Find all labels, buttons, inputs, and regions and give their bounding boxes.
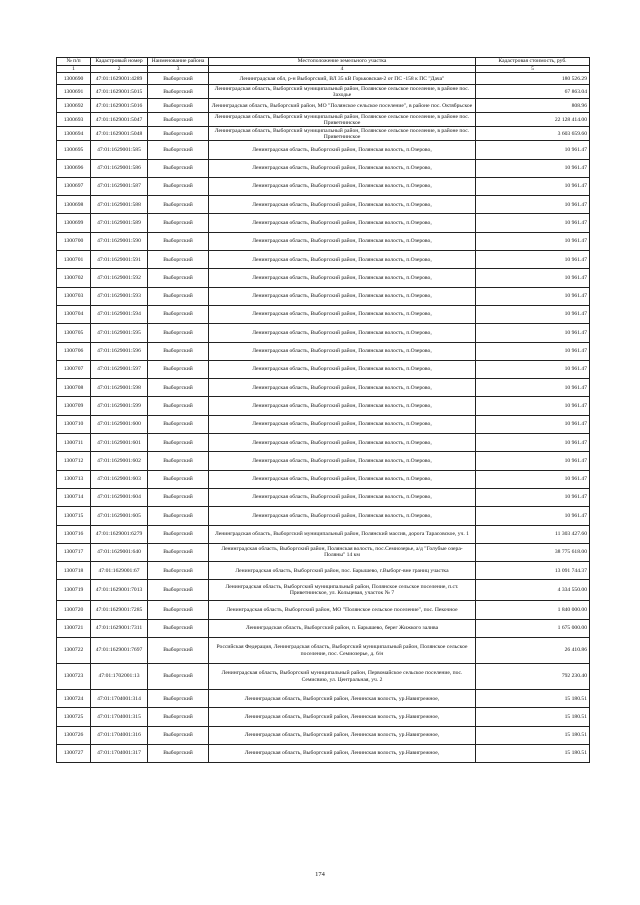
- row-number: 1300711: [57, 434, 91, 452]
- district-name: Выборгский: [148, 324, 209, 342]
- land-location: Ленинградская область, Выборгский район, п. Барышево, берег Жижкого залива: [209, 619, 476, 637]
- row-number: 1300709: [57, 397, 91, 415]
- cadastral-value: 10 961.47: [476, 379, 590, 397]
- cadastral-value: 10 961.47: [476, 159, 590, 177]
- cadastral-value: 10 961.47: [476, 269, 590, 287]
- land-location: Ленинградская область, Выборгский район, МО "Полянское сельское поселение", в районе пос. Октябрьское: [209, 99, 476, 113]
- land-location: Ленинградская обл, р-н Выборгский, ВЛ 35 кВ Горьковская-2 от ПС -158 к ПС "Дача": [209, 73, 476, 85]
- district-name: Выборгский: [148, 141, 209, 159]
- row-number: 1300698: [57, 196, 91, 214]
- land-location: Ленинградская область, Выборгский муниципальный район, Первомайское сельское поселение, пос. Семисвию, ул. Центральная, уч. 2: [209, 664, 476, 690]
- header-number: № п/п: [57, 58, 91, 66]
- district-name: Выборгский: [148, 196, 209, 214]
- district-name: Выборгский: [148, 664, 209, 690]
- cadastral-number: 47:01:1629001:5048: [91, 127, 148, 141]
- table-row: [57, 99, 590, 113]
- land-location: Ленинградская область, Выборгский район, Полянская волость, п.Озерово,: [209, 141, 476, 159]
- cadastral-number: 47:01:1629001:586: [91, 159, 148, 177]
- table-row: [57, 601, 590, 619]
- cadastral-value: 38 775 618.00: [476, 543, 590, 561]
- cadastral-value: 10 961.47: [476, 488, 590, 506]
- cadastral-number: 47:01:1704001:314: [91, 690, 148, 708]
- land-location: Ленинградская область, Выборгский район, Полянская волость, п.Озерово,: [209, 324, 476, 342]
- cadastral-value: 808.96: [476, 99, 590, 113]
- header-cadastral-number: Кадастровый номер: [91, 58, 148, 66]
- row-number: 1300717: [57, 543, 91, 561]
- row-number: 1300712: [57, 452, 91, 470]
- district-name: Выборгский: [148, 708, 209, 726]
- cadastral-number: 47:01:1629001:600: [91, 415, 148, 433]
- index-2: 2: [91, 66, 148, 73]
- cadastral-value: 11 303 427.60: [476, 525, 590, 543]
- cadastral-value: 4 334 550.00: [476, 580, 590, 601]
- land-location: Ленинградская область, Выборгский район, Полянская волость, п.Озерово,: [209, 251, 476, 269]
- table-row: [57, 507, 590, 525]
- cadastral-number: 47:01:1702001:13: [91, 664, 148, 690]
- district-name: Выборгский: [148, 269, 209, 287]
- table-row: [57, 141, 590, 159]
- land-location: Ленинградская область, Выборгский район, пос. Барышево, г.Выборг-вне границ участка: [209, 562, 476, 580]
- table-row: [57, 708, 590, 726]
- district-name: Выборгский: [148, 342, 209, 360]
- land-location: Ленинградская область, Выборгский район, Полянская волость, п.Озерово,: [209, 415, 476, 433]
- cadastral-value: 10 961.47: [476, 196, 590, 214]
- cadastral-number: 47:01:1629001:585: [91, 141, 148, 159]
- district-name: Выборгский: [148, 580, 209, 601]
- table-row: [57, 196, 590, 214]
- table-row: [57, 251, 590, 269]
- row-number: 1300695: [57, 141, 91, 159]
- row-number: 1300704: [57, 305, 91, 323]
- cadastral-value: 10 961.47: [476, 287, 590, 305]
- cadastral-value-table: [56, 57, 590, 763]
- cadastral-number: 47:01:1629001:640: [91, 543, 148, 561]
- row-number: 1300719: [57, 580, 91, 601]
- page-number: 174: [315, 871, 325, 878]
- index-5: 5: [476, 66, 590, 73]
- cadastral-number: 47:01:1629001:599: [91, 397, 148, 415]
- land-location: Ленинградская область, Выборгский район, Полянская волость, п.Озерово,: [209, 159, 476, 177]
- district-name: Выборгский: [148, 507, 209, 525]
- row-number: 1300715: [57, 507, 91, 525]
- row-number: 1300697: [57, 177, 91, 195]
- table-row: [57, 488, 590, 506]
- land-location: Ленинградская область, Выборгский район, Ленинская волость, ур.Навигрежное,: [209, 690, 476, 708]
- district-name: Выборгский: [148, 434, 209, 452]
- district-name: Выборгский: [148, 415, 209, 433]
- land-location: Ленинградская область, Выборгский район, Ленинская волость, ур.Навигрежное,: [209, 726, 476, 744]
- header-cadastral-value: Кадастровая стоимость, руб.: [476, 58, 590, 66]
- district-name: Выборгский: [148, 619, 209, 637]
- cadastral-value: 15 180.51: [476, 690, 590, 708]
- land-location: Ленинградская область, Выборгский район, Полянская волость, п.Озерово,: [209, 214, 476, 232]
- cadastral-number: 47:01:1629001:593: [91, 287, 148, 305]
- cadastral-value: 3 603 659.60: [476, 127, 590, 141]
- cadastral-number: 47:01:1704001:317: [91, 744, 148, 762]
- district-name: Выборгский: [148, 232, 209, 250]
- header-location: Местоположение земельного участка: [209, 58, 476, 66]
- cadastral-value: 10 961.47: [476, 232, 590, 250]
- row-number: 1300714: [57, 488, 91, 506]
- land-location: Ленинградская область, Выборгский муниципальный район, Полянское сельское поселение, в районе пос. Приветнинское: [209, 127, 476, 141]
- table-row: [57, 342, 590, 360]
- table-row: [57, 726, 590, 744]
- land-location: Ленинградская область, Выборгский район, Полянская волость, п.Озерово,: [209, 434, 476, 452]
- cadastral-value: 10 961.47: [476, 342, 590, 360]
- table-row: [57, 159, 590, 177]
- cadastral-number: 47:01:1704001:315: [91, 708, 148, 726]
- district-name: Выборгский: [148, 525, 209, 543]
- cadastral-number: 47:01:1629001:587: [91, 177, 148, 195]
- cadastral-value: 1 675 000.00: [476, 619, 590, 637]
- district-name: Выборгский: [148, 690, 209, 708]
- row-number: 1300692: [57, 99, 91, 113]
- table-row: [57, 113, 590, 127]
- table-row: [57, 305, 590, 323]
- district-name: Выборгский: [148, 127, 209, 141]
- table-row: [57, 360, 590, 378]
- cadastral-number: 47:01:1629001:605: [91, 507, 148, 525]
- land-location: Ленинградская область, Выборгский район, Ленинская волость, ур.Навигрежное,: [209, 744, 476, 762]
- row-number: 1300699: [57, 214, 91, 232]
- district-name: Выборгский: [148, 601, 209, 619]
- district-name: Выборгский: [148, 562, 209, 580]
- cadastral-number: 47:01:1629001:603: [91, 470, 148, 488]
- cadastral-value: 26 410.86: [476, 638, 590, 664]
- cadastral-value: 10 961.47: [476, 470, 590, 488]
- land-location: Ленинградская область, Выборгский район, Полянская волость, пос.Семиозерье, а/д "Голубые озера-Поляны" 14 км: [209, 543, 476, 561]
- cadastral-number: 47:01:1629001:588: [91, 196, 148, 214]
- row-number: 1300694: [57, 127, 91, 141]
- district-name: Выборгский: [148, 85, 209, 99]
- district-name: Выборгский: [148, 251, 209, 269]
- land-location: Ленинградская область, Выборгский район, Полянская волость, п.Озерово,: [209, 452, 476, 470]
- cadastral-number: 47:01:1629001:7697: [91, 638, 148, 664]
- row-number: 1300718: [57, 562, 91, 580]
- land-location: Ленинградская область, Выборгский муниципальный район, Полянское сельское поселение, п.ст. Приветнинское, ул. Кольцевая, участок № 7: [209, 580, 476, 601]
- cadastral-value: 10 961.47: [476, 141, 590, 159]
- cadastral-number: 47:01:1629001:592: [91, 269, 148, 287]
- table-row: [57, 470, 590, 488]
- row-number: 1300722: [57, 638, 91, 664]
- cadastral-value: 10 961.47: [476, 397, 590, 415]
- land-location: Ленинградская область, Выборгский район, МО "Полянское сельское поселение", пос. Пекочное: [209, 601, 476, 619]
- cadastral-value: 10 961.47: [476, 434, 590, 452]
- cadastral-number: 47:01:1629001:7285: [91, 601, 148, 619]
- table-row: [57, 580, 590, 601]
- district-name: Выборгский: [148, 543, 209, 561]
- row-number: 1300701: [57, 251, 91, 269]
- land-location: Ленинградская область, Выборгский район, Полянская волость, п.Озерово,: [209, 305, 476, 323]
- cadastral-number: 47:01:1629001:604: [91, 488, 148, 506]
- cadastral-number: 47:01:1704001:316: [91, 726, 148, 744]
- cadastral-value: 792 230.40: [476, 664, 590, 690]
- row-number: 1300716: [57, 525, 91, 543]
- cadastral-value: 10 961.47: [476, 360, 590, 378]
- land-location: Российская Федерация, Ленинградская область, Выборгский муниципальный район, Полянское сельское поселение, пос. Семиозерье, д. 6/н: [209, 638, 476, 664]
- district-name: Выборгский: [148, 305, 209, 323]
- table-row: [57, 638, 590, 664]
- row-number: 1300723: [57, 664, 91, 690]
- table-row: [57, 127, 590, 141]
- row-number: 1300707: [57, 360, 91, 378]
- cadastral-value: 13 091 744.37: [476, 562, 590, 580]
- district-name: Выборгский: [148, 99, 209, 113]
- district-name: Выборгский: [148, 452, 209, 470]
- row-number: 1300691: [57, 85, 91, 99]
- row-number: 1300690: [57, 73, 91, 85]
- cadastral-value: 10 961.47: [476, 415, 590, 433]
- cadastral-value: 10 961.47: [476, 452, 590, 470]
- cadastral-number: 47:01:1629001:5047: [91, 113, 148, 127]
- row-number: 1300702: [57, 269, 91, 287]
- row-number: 1300703: [57, 287, 91, 305]
- cadastral-number: 47:01:1629001:4289: [91, 73, 148, 85]
- cadastral-value: 67 863.04: [476, 85, 590, 99]
- table-row: [57, 324, 590, 342]
- table-row: [57, 287, 590, 305]
- cadastral-number: 47:01:1629001:595: [91, 324, 148, 342]
- table-row: [57, 452, 590, 470]
- district-name: Выборгский: [148, 177, 209, 195]
- row-number: 1300724: [57, 690, 91, 708]
- land-location: Ленинградская область, Выборгский район, Полянская волость, п.Озерово,: [209, 488, 476, 506]
- cadastral-number: 47:01:1629001:598: [91, 379, 148, 397]
- land-location: Ленинградская область, Выборгский район, Полянская волость, п.Озерово,: [209, 379, 476, 397]
- land-location: Ленинградская область, Выборгский район, Полянская волость, п.Озерово,: [209, 196, 476, 214]
- index-3: 3: [148, 66, 209, 73]
- land-location: Ленинградская область, Выборгский район, Полянская волость, п.Озерово,: [209, 269, 476, 287]
- district-name: Выборгский: [148, 726, 209, 744]
- cadastral-value: 10 961.47: [476, 251, 590, 269]
- cadastral-value: 10 961.47: [476, 324, 590, 342]
- cadastral-number: 47:01:1629001:67: [91, 562, 148, 580]
- cadastral-value: 10 961.47: [476, 305, 590, 323]
- land-location: Ленинградская область, Выборгский район, Полянская волость, п.Озерово,: [209, 342, 476, 360]
- cadastral-number: 47:01:1629001:591: [91, 251, 148, 269]
- table-row: [57, 434, 590, 452]
- district-name: Выборгский: [148, 397, 209, 415]
- row-number: 1300706: [57, 342, 91, 360]
- district-name: Выборгский: [148, 214, 209, 232]
- cadastral-number: 47:01:1629001:6279: [91, 525, 148, 543]
- table-row: [57, 85, 590, 99]
- table-row: [57, 177, 590, 195]
- table-row: [57, 525, 590, 543]
- cadastral-value: 15 180.51: [476, 708, 590, 726]
- land-location: Ленинградская область, Выборгский район, Полянская волость, п.Озерово,: [209, 177, 476, 195]
- table-row: [57, 269, 590, 287]
- land-location: Ленинградская область, Выборгский район, Ленинская волость, ур.Навигрежное,: [209, 708, 476, 726]
- district-name: Выборгский: [148, 73, 209, 85]
- cadastral-number: 47:01:1629001:5015: [91, 85, 148, 99]
- table-row: [57, 619, 590, 637]
- index-1: 1: [57, 66, 91, 73]
- row-number: 1300725: [57, 708, 91, 726]
- district-name: Выборгский: [148, 488, 209, 506]
- table-header-row: [57, 58, 590, 66]
- table-row: [57, 232, 590, 250]
- table-row: [57, 415, 590, 433]
- cadastral-value: 15 180.51: [476, 744, 590, 762]
- table-row: [57, 664, 590, 690]
- table-row: [57, 690, 590, 708]
- table-row: [57, 744, 590, 762]
- cadastral-number: 47:01:1629001:596: [91, 342, 148, 360]
- land-location: Ленинградская область, Выборгский муниципальный район, Полянское сельское поселение, в районе пос. Приветнинское: [209, 113, 476, 127]
- table-row: [57, 214, 590, 232]
- district-name: Выборгский: [148, 470, 209, 488]
- cadastral-value: 10 961.47: [476, 177, 590, 195]
- district-name: Выборгский: [148, 638, 209, 664]
- table-row: [57, 543, 590, 561]
- row-number: 1300708: [57, 379, 91, 397]
- land-location: Ленинградская область, Выборгский район, Полянская волость, п.Озерово,: [209, 232, 476, 250]
- district-name: Выборгский: [148, 159, 209, 177]
- district-name: Выборгский: [148, 113, 209, 127]
- row-number: 1300726: [57, 726, 91, 744]
- district-name: Выборгский: [148, 360, 209, 378]
- cadastral-number: 47:01:1629001:7311: [91, 619, 148, 637]
- cadastral-number: 47:01:1629001:602: [91, 452, 148, 470]
- cadastral-number: 47:01:1629001:594: [91, 305, 148, 323]
- header-district: Наименование района: [148, 58, 209, 66]
- land-location: Ленинградская область, Выборгский район, Полянская волость, п.Озерово,: [209, 287, 476, 305]
- table-row: [57, 379, 590, 397]
- cadastral-value: 15 180.51: [476, 726, 590, 744]
- cadastral-number: 47:01:1629001:7013: [91, 580, 148, 601]
- cadastral-number: 47:01:1629001:590: [91, 232, 148, 250]
- land-location: Ленинградская область, Выборгский район, Полянская волость, п.Озерово,: [209, 507, 476, 525]
- row-number: 1300705: [57, 324, 91, 342]
- table-index-row: [57, 66, 590, 73]
- cadastral-number: 47:01:1629001:5016: [91, 99, 148, 113]
- cadastral-number: 47:01:1629001:597: [91, 360, 148, 378]
- cadastral-value: 22 128 414.00: [476, 113, 590, 127]
- index-4: 4: [209, 66, 476, 73]
- land-location: Ленинградская область, Выборгский муниципальный район, Полянское сельское поселение, в районе пос. Заходье: [209, 85, 476, 99]
- cadastral-value: 1 840 000.00: [476, 601, 590, 619]
- row-number: 1300720: [57, 601, 91, 619]
- row-number: 1300700: [57, 232, 91, 250]
- district-name: Выборгский: [148, 287, 209, 305]
- table-row: [57, 397, 590, 415]
- row-number: 1300713: [57, 470, 91, 488]
- row-number: 1300693: [57, 113, 91, 127]
- row-number: 1300696: [57, 159, 91, 177]
- land-location: Ленинградская область, Выборгский район, Полянская волость, п.Озерово,: [209, 470, 476, 488]
- row-number: 1300721: [57, 619, 91, 637]
- cadastral-number: 47:01:1629001:589: [91, 214, 148, 232]
- cadastral-number: 47:01:1629001:601: [91, 434, 148, 452]
- land-location: Ленинградская область, Выборгский муниципальный район, Полянский массив, дорога Тарасовское, уч. 1: [209, 525, 476, 543]
- table-row: [57, 562, 590, 580]
- land-location: Ленинградская область, Выборгский район, Полянская волость, п.Озерово,: [209, 360, 476, 378]
- land-location: Ленинградская область, Выборгский район, Полянская волость, п.Озерово,: [209, 397, 476, 415]
- row-number: 1300710: [57, 415, 91, 433]
- cadastral-value: 10 961.47: [476, 214, 590, 232]
- table-row: [57, 73, 590, 85]
- table-body: [57, 73, 590, 763]
- district-name: Выборгский: [148, 744, 209, 762]
- row-number: 1300727: [57, 744, 91, 762]
- cadastral-value: 180 526.29: [476, 73, 590, 85]
- cadastral-value: 10 961.47: [476, 507, 590, 525]
- district-name: Выборгский: [148, 379, 209, 397]
